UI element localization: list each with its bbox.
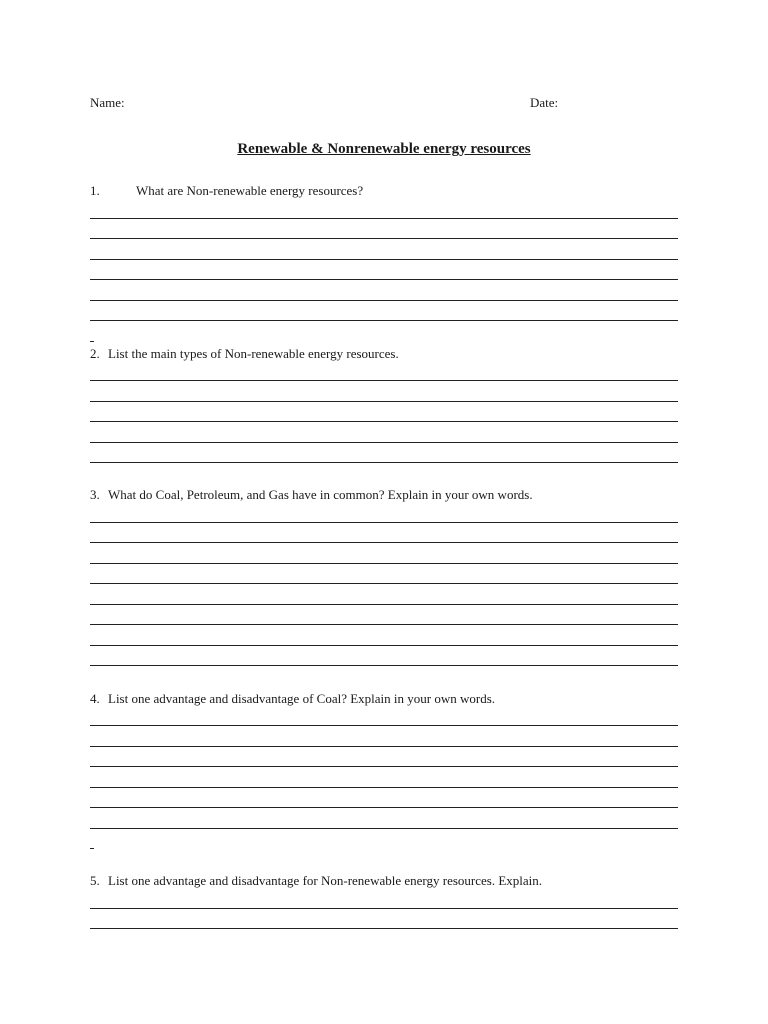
answer-line[interactable] [90,746,678,747]
answer-line[interactable] [90,380,678,381]
answer-line[interactable] [90,807,678,808]
answer-line[interactable] [90,320,678,321]
answer-line[interactable] [90,766,678,767]
answer-line[interactable] [90,279,678,280]
question-4-text: List one advantage and disadvantage of Coal? Explain in your own words. [108,691,496,706]
answer-line[interactable] [90,908,678,909]
date-label: Date: [530,95,559,110]
question-2-number: 2. [90,346,100,361]
answer-line[interactable] [90,725,678,726]
question-3-text: What do Coal, Petroleum, and Gas have in common? Explain in your own words. [108,487,533,502]
answer-line[interactable] [90,421,678,422]
answer-line[interactable] [90,787,678,788]
question-5-text: List one advantage and disadvantage for Non-renewable energy resources. Explain. [108,873,543,888]
stray-mark [90,848,94,849]
answer-line[interactable] [90,259,678,260]
answer-line[interactable] [90,300,678,301]
question-1-number: 1. [90,183,100,198]
question-1-text: What are Non-renewable energy resources? [136,183,364,198]
question-4-number: 4. [90,691,100,706]
answer-line[interactable] [90,645,678,646]
answer-line[interactable] [90,401,678,402]
answer-line[interactable] [90,828,678,829]
stray-mark [90,341,94,342]
answer-line[interactable] [90,928,678,929]
name-label: Name: [90,95,125,110]
answer-line[interactable] [90,542,678,543]
answer-line[interactable] [90,563,678,564]
question-5-number: 5. [90,873,100,888]
answer-line[interactable] [90,238,678,239]
answer-line[interactable] [90,522,678,523]
answer-line[interactable] [90,665,678,666]
worksheet-title: Renewable & Nonrenewable energy resources [237,141,531,157]
answer-line[interactable] [90,218,678,219]
question-3-number: 3. [90,487,100,502]
answer-line[interactable] [90,462,678,463]
answer-line[interactable] [90,604,678,605]
answer-line[interactable] [90,624,678,625]
answer-line[interactable] [90,583,678,584]
question-2-text: List the main types of Non-renewable energy resources. [108,346,399,361]
answer-line[interactable] [90,442,678,443]
